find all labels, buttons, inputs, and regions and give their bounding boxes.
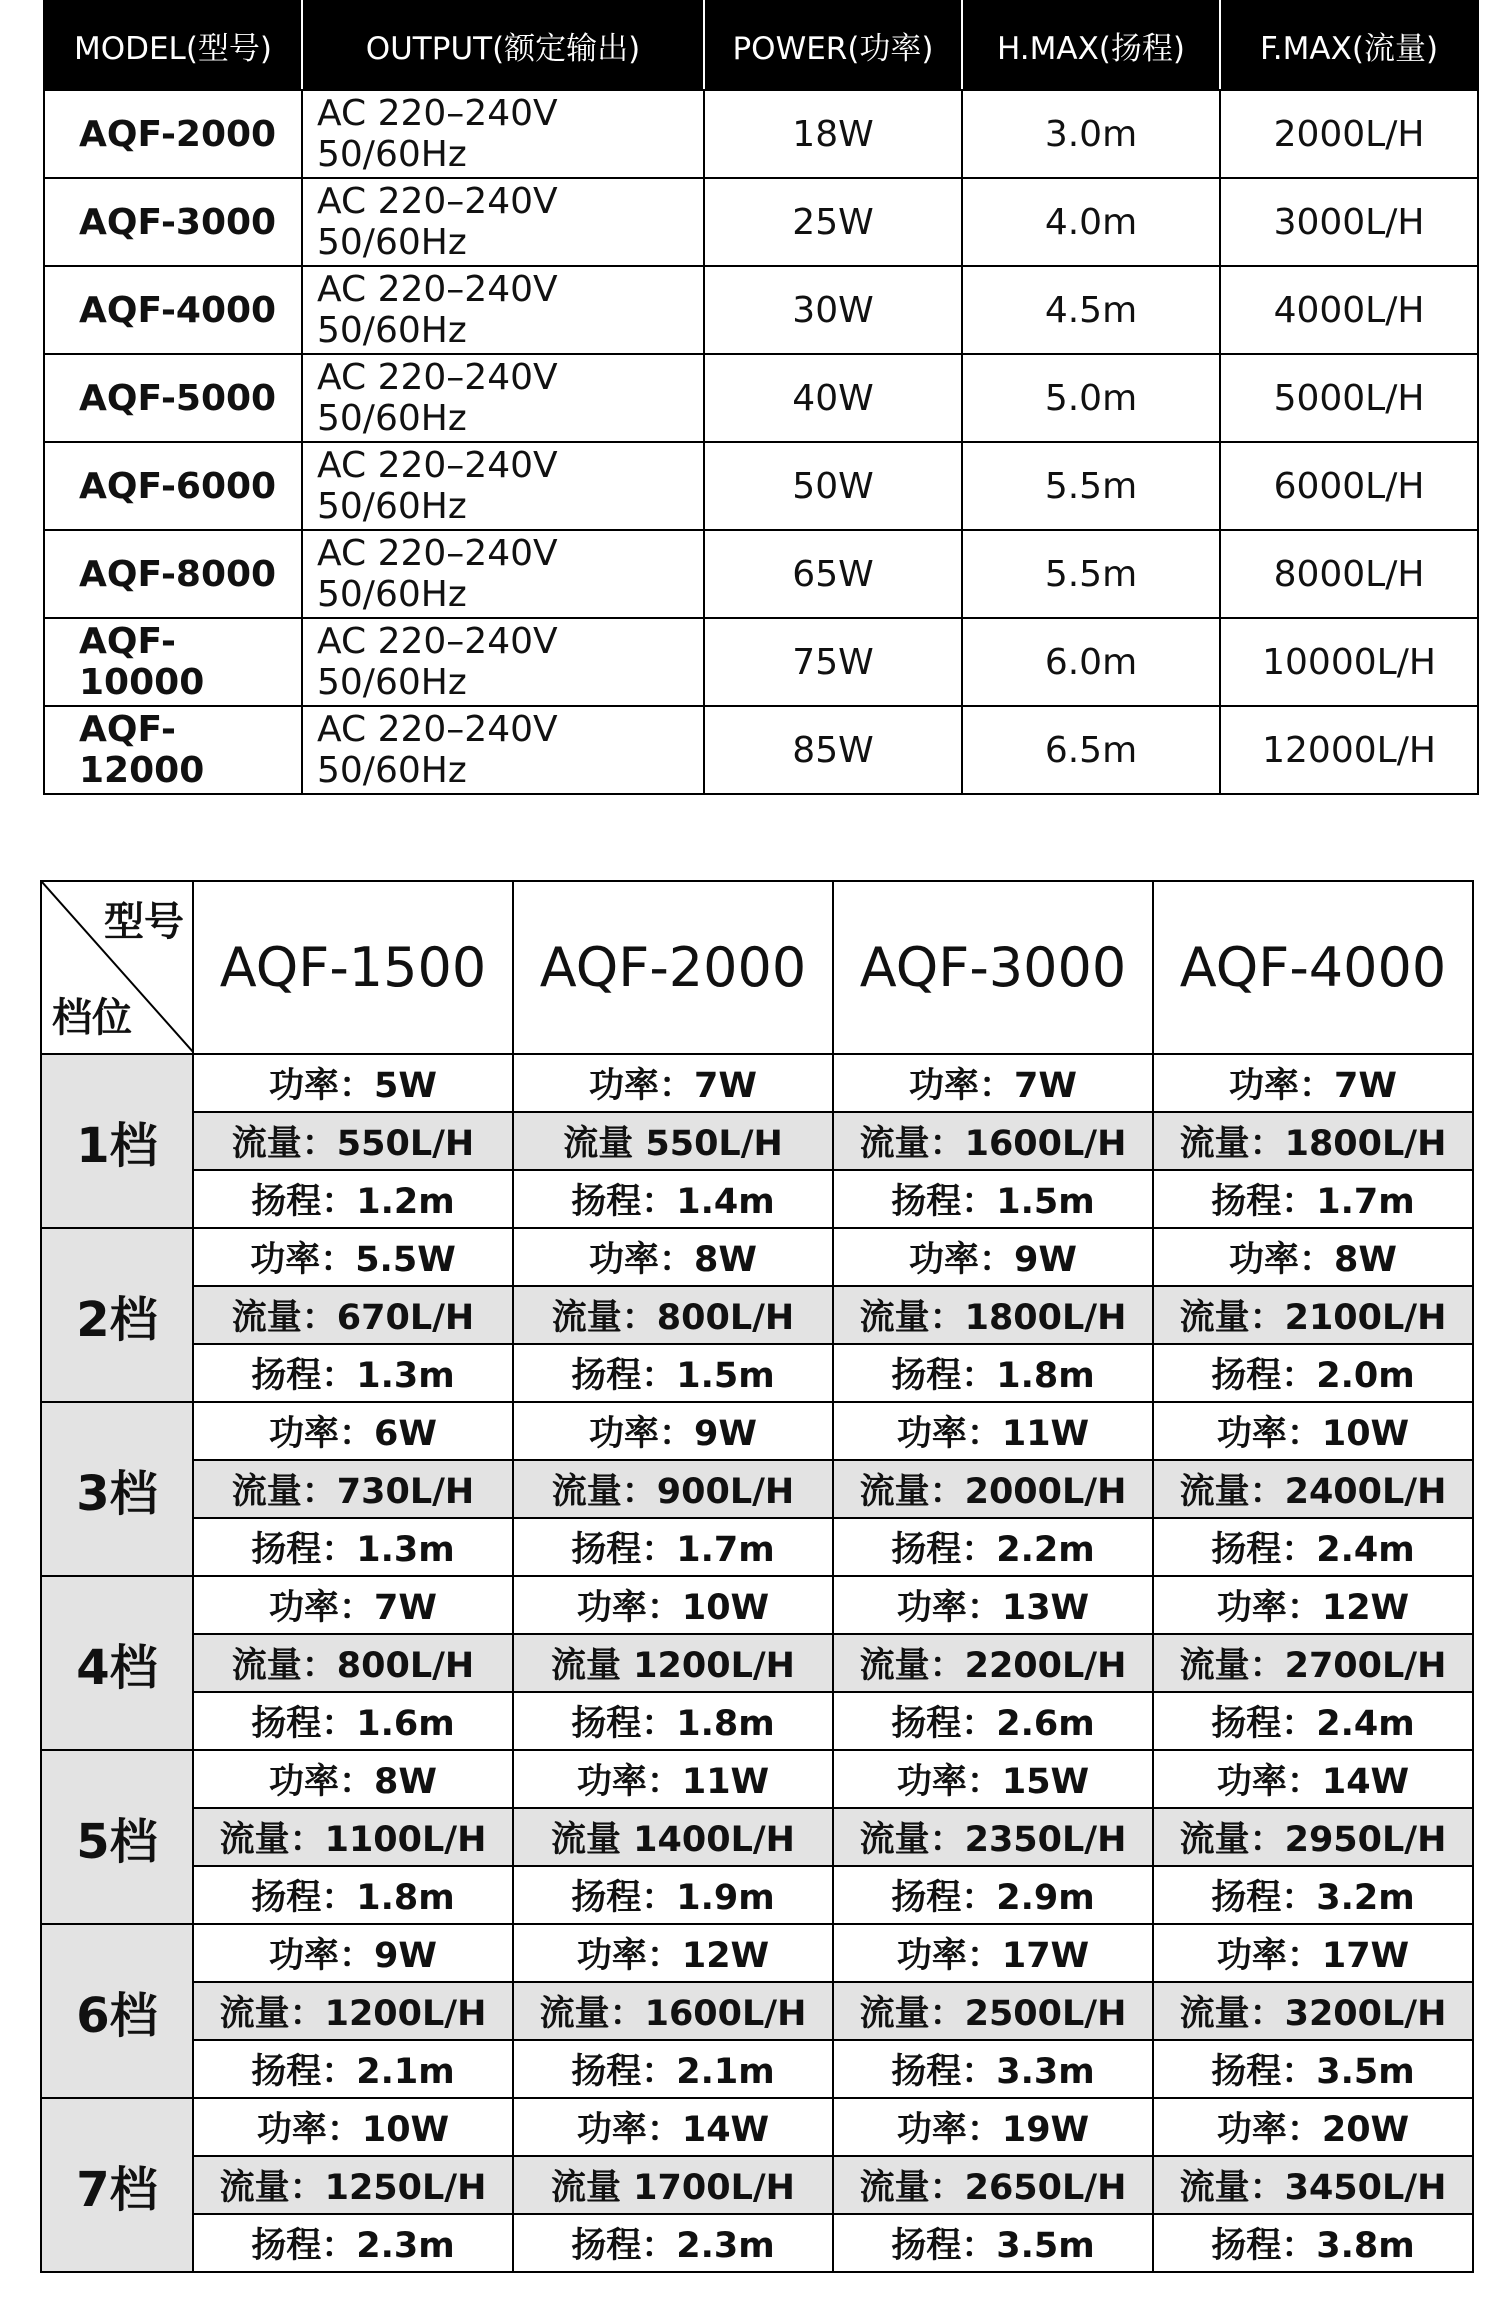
power-cell: 功率：8W [1153,1228,1473,1286]
gear-power-row [41,1576,1473,1634]
power-cell: 功率：14W [513,2098,833,2156]
output-cell: AC 220–240V 50/60Hz [302,530,704,618]
gear-power-row [41,1402,1473,1460]
output-cell: AC 220–240V 50/60Hz [302,354,704,442]
output-cell: AC 220–240V 50/60Hz [302,442,704,530]
power-cell: 40W [704,354,962,442]
flow-cell: 流量：670L/H [193,1286,513,1344]
model-cell: AQF-10000 [44,618,302,706]
power-cell: 50W [704,442,962,530]
power-cell: 功率：5.5W [193,1228,513,1286]
flow-cell: 流量：730L/H [193,1460,513,1518]
power-cell: 30W [704,266,962,354]
power-cell: 功率：12W [513,1924,833,1982]
flow-cell: 流量：2400L/H [1153,1460,1473,1518]
flow-cell: 流量：1800L/H [833,1286,1153,1344]
gear-label: 6档 [41,1924,193,2098]
fmax-cell: 4000L/H [1220,266,1478,354]
gear-flow-row [41,1982,1473,2040]
power-cell: 功率：9W [513,1402,833,1460]
head-cell: 扬程：3.3m [833,2040,1153,2098]
power-cell: 功率：8W [513,1228,833,1286]
head-cell: 扬程：2.1m [513,2040,833,2098]
output-cell: AC 220–240V 50/60Hz [302,618,704,706]
gear-head-row [41,2214,1473,2272]
spec-table [43,0,1479,795]
hmax-cell: 5.0m [962,354,1220,442]
spec-row [44,266,1478,354]
output-cell: AC 220–240V 50/60Hz [302,706,704,794]
flow-cell: 流量：2000L/H [833,1460,1153,1518]
gear-power-row [41,2098,1473,2156]
head-cell: 扬程：2.3m [513,2214,833,2272]
flow-cell: 流量：2200L/H [833,1634,1153,1692]
head-cell: 扬程：1.7m [1153,1170,1473,1228]
header-fmax: F.MAX(流量) [1220,1,1478,90]
power-cell: 75W [704,618,962,706]
power-cell: 功率：15W [833,1750,1153,1808]
head-cell: 扬程：1.8m [193,1866,513,1924]
head-cell: 扬程：1.3m [193,1518,513,1576]
corner-cell [41,881,193,1054]
head-cell: 扬程：1.5m [833,1170,1153,1228]
power-cell: 功率：13W [833,1576,1153,1634]
head-cell: 扬程：1.8m [513,1692,833,1750]
power-cell: 功率：7W [833,1054,1153,1112]
hmax-cell: 5.5m [962,530,1220,618]
head-cell: 扬程：2.1m [193,2040,513,2098]
gear-head-row [41,2040,1473,2098]
power-cell: 功率：6W [193,1402,513,1460]
gear-label: 3档 [41,1402,193,1576]
head-cell: 扬程：2.6m [833,1692,1153,1750]
head-cell: 扬程：1.4m [513,1170,833,1228]
fmax-cell: 12000L/H [1220,706,1478,794]
head-cell: 扬程：1.6m [193,1692,513,1750]
head-cell: 扬程：3.5m [1153,2040,1473,2098]
flow-cell: 流量 550L/H [513,1112,833,1170]
power-cell: 功率：14W [1153,1750,1473,1808]
model-header: AQF-1500 [193,881,513,1054]
power-cell: 功率：7W [513,1054,833,1112]
corner-model-label: 型号 [104,899,184,945]
fmax-cell: 2000L/H [1220,90,1478,178]
power-cell: 功率：17W [833,1924,1153,1982]
gear-head-row [41,1344,1473,1402]
hmax-cell: 5.5m [962,442,1220,530]
flow-cell: 流量：2350L/H [833,1808,1153,1866]
power-cell: 功率：9W [833,1228,1153,1286]
power-cell: 功率：11W [833,1402,1153,1460]
gear-label: 1档 [41,1054,193,1228]
fmax-cell: 5000L/H [1220,354,1478,442]
model-cell: AQF-6000 [44,442,302,530]
head-cell: 扬程：1.3m [193,1344,513,1402]
hmax-cell: 3.0m [962,90,1220,178]
flow-cell: 流量：800L/H [513,1286,833,1344]
head-cell: 扬程：1.9m [513,1866,833,1924]
model-header: AQF-4000 [1153,881,1473,1054]
model-cell: AQF-8000 [44,530,302,618]
model-header: AQF-3000 [833,881,1153,1054]
spec-row [44,354,1478,442]
gear-head-row [41,1692,1473,1750]
power-cell: 功率：7W [1153,1054,1473,1112]
spec-row [44,530,1478,618]
flow-cell: 流量 1200L/H [513,1634,833,1692]
flow-cell: 流量：1250L/H [193,2156,513,2214]
hmax-cell: 6.5m [962,706,1220,794]
header-model: MODEL(型号) [44,1,302,90]
power-cell: 功率：19W [833,2098,1153,2156]
head-cell: 扬程：2.4m [1153,1692,1473,1750]
head-cell: 扬程：3.5m [833,2214,1153,2272]
gear-power-row [41,1228,1473,1286]
flow-cell: 流量：1200L/H [193,1982,513,2040]
flow-cell: 流量：2700L/H [1153,1634,1473,1692]
model-header: AQF-2000 [513,881,833,1054]
gear-label: 5档 [41,1750,193,1924]
flow-cell: 流量：3450L/H [1153,2156,1473,2214]
hmax-cell: 6.0m [962,618,1220,706]
model-cell: AQF-4000 [44,266,302,354]
flow-cell: 流量：1100L/H [193,1808,513,1866]
model-cell: AQF-5000 [44,354,302,442]
head-cell: 扬程：2.2m [833,1518,1153,1576]
head-cell: 扬程：1.8m [833,1344,1153,1402]
gear-label: 4档 [41,1576,193,1750]
flow-cell: 流量：3200L/H [1153,1982,1473,2040]
gear-flow-row [41,1460,1473,1518]
gear-flow-row [41,1112,1473,1170]
head-cell: 扬程：3.8m [1153,2214,1473,2272]
model-cell: AQF-2000 [44,90,302,178]
gear-head-row [41,1866,1473,1924]
gear-flow-row [41,1286,1473,1344]
spec-row [44,706,1478,794]
flow-cell: 流量：550L/H [193,1112,513,1170]
head-cell: 扬程：2.9m [833,1866,1153,1924]
output-cell: AC 220–240V 50/60Hz [302,178,704,266]
head-cell: 扬程：2.4m [1153,1518,1473,1576]
gear-head-row [41,1518,1473,1576]
spec-header-row [44,1,1478,90]
flow-cell: 流量：1600L/H [833,1112,1153,1170]
flow-cell: 流量：1800L/H [1153,1112,1473,1170]
model-cell: AQF-12000 [44,706,302,794]
gear-flow-row [41,1808,1473,1866]
gear-flow-row [41,1634,1473,1692]
power-cell: 功率：9W [193,1924,513,1982]
flow-cell: 流量：2950L/H [1153,1808,1473,1866]
fmax-cell: 6000L/H [1220,442,1478,530]
power-cell: 功率：7W [193,1576,513,1634]
head-cell: 扬程：2.3m [193,2214,513,2272]
power-cell: 功率：5W [193,1054,513,1112]
power-cell: 功率：17W [1153,1924,1473,1982]
flow-cell: 流量：2500L/H [833,1982,1153,2040]
fmax-cell: 10000L/H [1220,618,1478,706]
power-cell: 功率：11W [513,1750,833,1808]
header-power: POWER(功率) [704,1,962,90]
spec-row [44,178,1478,266]
power-cell: 功率：10W [1153,1402,1473,1460]
spec-row [44,442,1478,530]
fmax-cell: 8000L/H [1220,530,1478,618]
gear-flow-row [41,2156,1473,2214]
gear-power-row [41,1750,1473,1808]
gear-head-row [41,1170,1473,1228]
spec-row [44,618,1478,706]
power-cell: 功率：10W [193,2098,513,2156]
power-cell: 功率：20W [1153,2098,1473,2156]
power-cell: 65W [704,530,962,618]
head-cell: 扬程：3.2m [1153,1866,1473,1924]
flow-cell: 流量：2650L/H [833,2156,1153,2214]
head-cell: 扬程：1.2m [193,1170,513,1228]
power-cell: 18W [704,90,962,178]
head-cell: 扬程：1.5m [513,1344,833,1402]
hmax-cell: 4.0m [962,178,1220,266]
corner-gear-label: 档位 [52,995,132,1041]
gear-label: 7档 [41,2098,193,2272]
flow-cell: 流量 1700L/H [513,2156,833,2214]
flow-cell: 流量：1600L/H [513,1982,833,2040]
power-cell: 25W [704,178,962,266]
power-cell: 功率：12W [1153,1576,1473,1634]
fmax-cell: 3000L/H [1220,178,1478,266]
flow-cell: 流量：900L/H [513,1460,833,1518]
gear-label: 2档 [41,1228,193,1402]
power-cell: 功率：10W [513,1576,833,1634]
head-cell: 扬程：2.0m [1153,1344,1473,1402]
flow-cell: 流量：800L/H [193,1634,513,1692]
model-cell: AQF-3000 [44,178,302,266]
head-cell: 扬程：1.7m [513,1518,833,1576]
gear-power-row [41,1924,1473,1982]
gear-header-row [41,881,1473,1054]
hmax-cell: 4.5m [962,266,1220,354]
header-hmax: H.MAX(扬程) [962,1,1220,90]
gear-table [40,880,1474,2273]
power-cell: 85W [704,706,962,794]
header-output: OUTPUT(额定输出) [302,1,704,90]
spec-row [44,90,1478,178]
flow-cell: 流量 1400L/H [513,1808,833,1866]
gear-power-row [41,1054,1473,1112]
output-cell: AC 220–240V 50/60Hz [302,266,704,354]
flow-cell: 流量：2100L/H [1153,1286,1473,1344]
power-cell: 功率：8W [193,1750,513,1808]
output-cell: AC 220–240V 50/60Hz [302,90,704,178]
